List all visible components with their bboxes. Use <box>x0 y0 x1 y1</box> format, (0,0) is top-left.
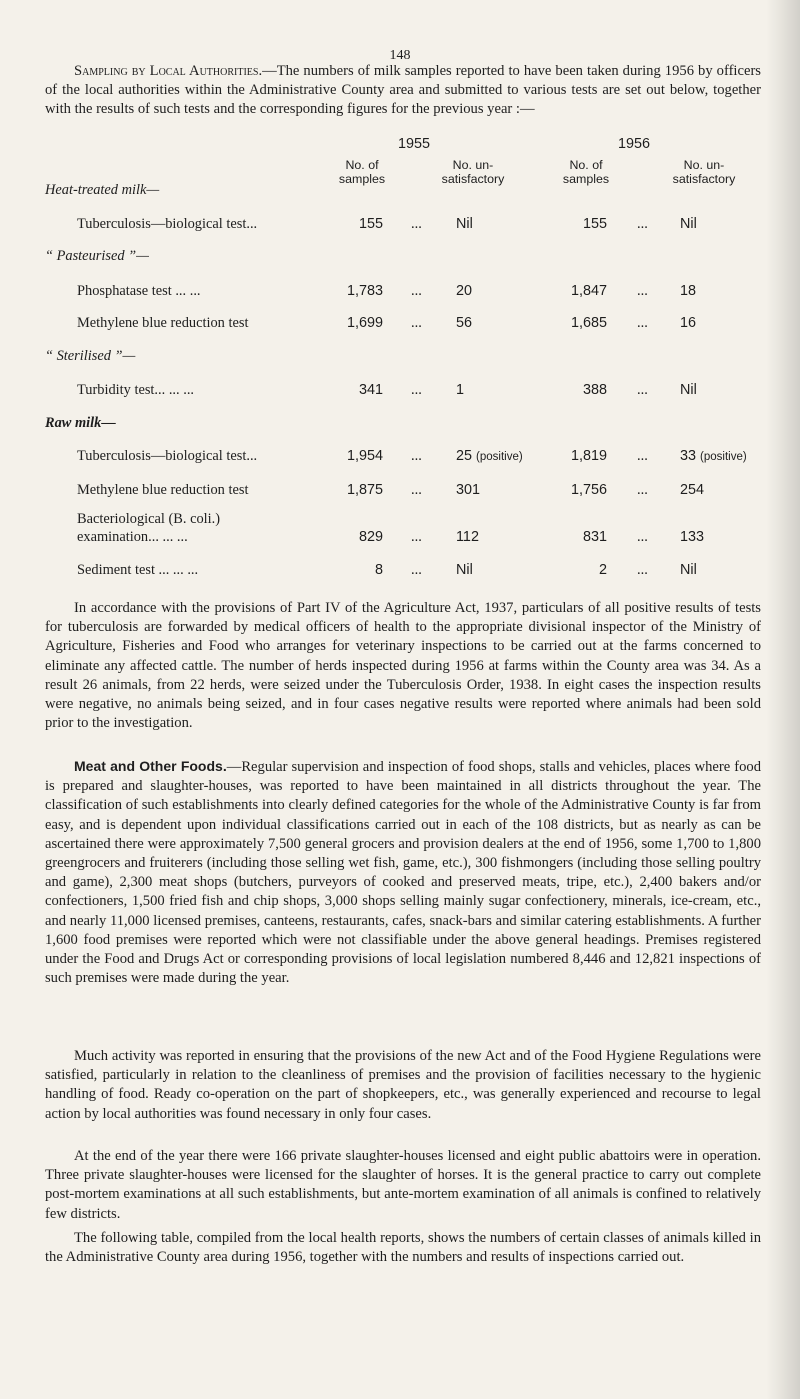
row-label: Methylene blue reduction test <box>77 482 249 498</box>
header-samples-1956: No. of samples <box>562 158 610 186</box>
cell-samples-1956: 1,685 <box>570 315 607 331</box>
cell-samples-1955: 8 <box>374 562 383 578</box>
cell-unsatisfactory-1956: Nil <box>680 216 697 232</box>
cell-dots: ... <box>637 382 648 398</box>
header-samples-1955: No. of samples <box>338 158 386 186</box>
cell-unsatisfactory-1955: 301 <box>456 482 481 498</box>
tuberculosis-paragraph: In accordance with the provisions of Part IV of the Agriculture Act, 1937, particulars of all positive results of tests for tuberculosis are forwarded by medical officers of health to the appropriate divisional inspector of the Ministry of Agriculture, Fisheries and Food who arranges for veterinary inspections to be carried out at the farms concerned to eliminate any affected cattle. The number of herds inspected during 1956 at farms within the County area was 34. As a result 26 animals, from 22 herds, were seized under the Tuberculosis Order, 1938. In eight cases the inspection results were negative, no animals being seized, and in four cases negative results were reported where animals had been sold prior to the investigation. <box>45 600 761 732</box>
cell-unsatisfactory-1956: 18 <box>680 283 697 299</box>
row-label: Tuberculosis—biological test... <box>77 216 258 232</box>
cell-dots: ... <box>637 315 648 331</box>
food-hygiene-paragraph: Much activity was reported in ensuring that the provisions of the new Act and of the Food Hygiene Regulations were satisfied, particularly in relation to the cleanliness of premises and the provision of facilities necessary to the hygienic handling of food. Ready co-operation on the part of shopkeepers, etc., was generally experienced and recourse to legal action by local authorities was found necessary in only four cases. <box>45 1048 761 1122</box>
intro-paragraph <box>45 62 761 120</box>
row-label: Tuberculosis—biological test... <box>77 448 258 464</box>
meat-foods-heading: Meat and Other Foods. <box>74 758 227 774</box>
row-label: Turbidity test... ... ... <box>77 382 195 398</box>
page-edge-shadow <box>766 0 800 1399</box>
row-label: Sediment test ... ... ... <box>77 562 199 578</box>
meat-foods-text: —Regular supervision and inspection of food shops, stalls and vehicles, places where food is prepared and slaughter-houses, was reported to have been maintained in all districts throughout the year. The classification of such establishments into clearly defined categories for the whole of the Administrative County is far from easy, and is dependent upon individual classifications carried out in each of the 108 districts, but as nearly as can be ascertained there were approximately 7,500 general grocers and provision dealers at the end of 1956, some 1,700 to 1,800 greengrocers and fruiterers (including those selling wet fish, game, etc.), 300 fishmongers (including those selling poultry and game), 2,300 meat shops (butchers, purveyors of cooked and preserved meats, tripe, etc.), 2,400 bakers and/or confectioners, 1,500 fried fish and chip shops, 3,000 shops selling mainly sugar confectionery, minerals, ice-cream, etc., and nearly 11,000 licensed premises, canteens, restaurants, cafes, snack-bars and similar catering establishments. A further 1,600 food premises were reported which were not classifiable under the above general headings. Premises registered under the Food and Drugs Act or corresponding provisions of local legislation numbered 8,446 and 12,821 inspections of such premises were made during the year. <box>45 759 761 987</box>
cell-unsatisfactory-1955 <box>456 447 523 466</box>
cell-dots: ... <box>411 382 422 398</box>
intro-lead: Sampling by Local Authorities. <box>74 63 263 79</box>
cell-samples-1955: 155 <box>358 216 383 232</box>
cell-samples-1956: 1,756 <box>570 482 607 498</box>
page-number: 148 <box>389 48 411 63</box>
cell-unsatisfactory-1955: 20 <box>456 283 473 299</box>
following-table-paragraph: The following table, compiled from the local health reports, shows the numbers of certain classes of animals killed in the Administrative County area during 1956, together with the numbers and results of inspections carried out. <box>45 1230 761 1266</box>
cell-dots: ... <box>411 529 422 545</box>
intro-text: —The numbers of milk samples reported to have been taken during 1956 by officers of the local authorities within the Administrative County area and submitted to various tests are set out below, together with the results of such tests and the corresponding figures for the previous year :— <box>45 63 761 118</box>
cell-unsatisfactory-1956: Nil <box>680 562 697 578</box>
cell-dots: ... <box>637 562 648 578</box>
cell-samples-1956: 1,819 <box>570 448 607 464</box>
cell-unsatisfactory-1955: 1 <box>456 382 465 398</box>
cell-samples-1955: 341 <box>358 382 383 398</box>
cell-dots: ... <box>637 529 648 545</box>
cell-unsatisfactory-1955: 56 <box>456 315 473 331</box>
cell-dots: ... <box>411 482 422 498</box>
cell-samples-1956: 1,847 <box>570 283 607 299</box>
cell-dots: ... <box>637 283 648 299</box>
row-label: Phosphatase test ... ... <box>77 283 201 299</box>
unsatisfactory-count: 25 <box>456 448 473 464</box>
meat-foods-paragraph <box>45 757 761 988</box>
positive-note: (positive) <box>476 451 523 463</box>
cell-unsatisfactory-1955: 112 <box>456 529 479 545</box>
cell-samples-1955: 1,783 <box>346 283 383 299</box>
row-label: Methylene blue reduction test <box>77 315 249 331</box>
cell-dots: ... <box>637 482 648 498</box>
slaughter-houses-paragraph: At the end of the year there were 166 private slaughter-houses licensed and eight public abattoirs were in operation. Three private slaughter-houses were licensed for the slaughter of horses. It is the general practice to carry out complete post-mortem examinations at all such establishments, but ante-mortem examination of all animals is confined to relatively few districts. <box>45 1148 761 1222</box>
cell-samples-1955: 1,875 <box>346 482 383 498</box>
cell-unsatisfactory-1956: 133 <box>680 529 705 545</box>
cell-dots: ... <box>411 448 422 464</box>
cell-unsatisfactory-1955: Nil <box>456 216 473 232</box>
cell-unsatisfactory-1956: 16 <box>680 315 697 331</box>
section-heading: Heat-treated milk— <box>45 182 160 198</box>
positive-note: (positive) <box>700 451 747 463</box>
year-1956: 1956 <box>618 136 651 152</box>
unsatisfactory-count: 33 <box>680 448 697 464</box>
row-label: Bacteriological (B. coli.) <box>77 511 221 527</box>
cell-unsatisfactory-1956: 254 <box>680 482 705 498</box>
cell-dots: ... <box>411 315 422 331</box>
row-label-continued: examination... ... ... <box>77 529 188 545</box>
cell-dots: ... <box>411 216 422 232</box>
cell-samples-1956: 388 <box>582 382 607 398</box>
cell-unsatisfactory-1955: Nil <box>456 562 473 578</box>
header-unsatisfactory-1955: No. un- satisfactory <box>441 158 505 186</box>
cell-dots: ... <box>637 216 648 232</box>
cell-samples-1956: 831 <box>582 529 607 545</box>
cell-dots: ... <box>411 562 422 578</box>
year-1955: 1955 <box>398 136 431 152</box>
cell-unsatisfactory-1956 <box>680 447 747 466</box>
cell-samples-1956: 2 <box>598 562 607 578</box>
section-heading: “ Pasteurised ”— <box>45 248 149 264</box>
section-heading: “ Sterilised ”— <box>45 348 136 364</box>
cell-dots: ... <box>411 283 422 299</box>
cell-samples-1955: 1,699 <box>346 315 383 331</box>
section-heading: Raw milk— <box>45 415 116 431</box>
cell-unsatisfactory-1956: Nil <box>680 382 697 398</box>
header-unsatisfactory-1956: No. un- satisfactory <box>672 158 736 186</box>
cell-samples-1956: 155 <box>582 216 607 232</box>
cell-samples-1955: 829 <box>358 529 383 545</box>
cell-samples-1955: 1,954 <box>346 448 383 464</box>
cell-dots: ... <box>637 448 648 464</box>
